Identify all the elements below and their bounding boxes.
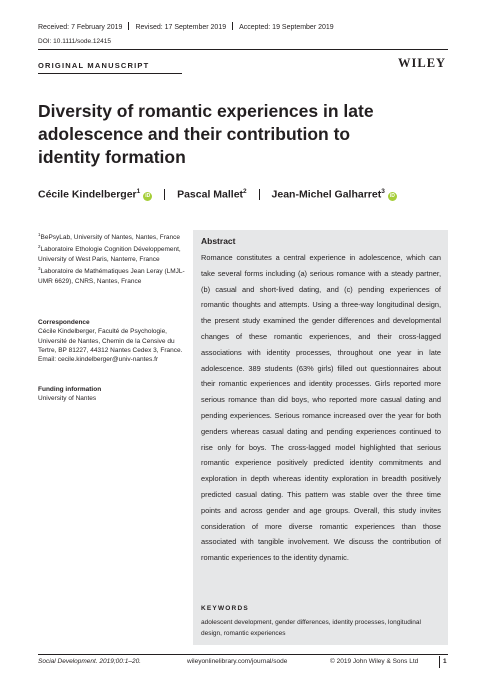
orcid-icon[interactable]: iD bbox=[145, 192, 151, 199]
author-name: Pascal Mallet bbox=[177, 188, 244, 201]
orcid-icon[interactable]: iD bbox=[389, 192, 395, 199]
header-rule bbox=[38, 49, 448, 50]
keywords-heading: KEYWORDS bbox=[201, 605, 249, 612]
affiliation: $^3$Laboratoire de Mathématiques Jean Leray (LMJL-UMR 6629), CNRS, Nantes, France bbox=[38, 266, 185, 285]
author-affiliation-mark: 3 bbox=[381, 188, 385, 195]
keywords-text: adolescent development, gender differences, identity processes, longitudinal design, romantic experiences bbox=[201, 619, 421, 637]
author-separator bbox=[259, 189, 260, 200]
funding-text: University of Nantes bbox=[38, 395, 97, 403]
author-separator bbox=[164, 189, 165, 200]
author-name: Cécile Kindelberger bbox=[38, 188, 137, 201]
doi[interactable]: DOI: 10.1111/sode.12415 bbox=[38, 38, 111, 45]
footer-rule bbox=[38, 654, 448, 655]
correspondence-address: Cécile Kindelberger, Faculté de Psychologie, Université de Nantes, Chemin de la Censive du Tertre, BP 81227, 44312 Nantes Cedex 3, France. bbox=[38, 328, 183, 354]
journal-citation: Social Development. 2019;00:1–20. bbox=[38, 658, 141, 665]
article-title: Diversity of romantic experiences in late adolescence and their contribution to identity formation bbox=[38, 101, 374, 167]
received-date: Received: 7 February 2019 bbox=[38, 24, 123, 31]
funding bbox=[38, 385, 188, 404]
affiliation: $^1$BePsyLab, University of Nantes, Nantes, France bbox=[38, 232, 180, 242]
date-separator bbox=[232, 22, 233, 30]
publication-dates bbox=[38, 22, 334, 31]
correspondence bbox=[38, 318, 188, 364]
affiliations bbox=[38, 230, 188, 286]
publisher-logo: WILEY bbox=[398, 56, 447, 70]
footer-separator bbox=[439, 656, 440, 668]
abstract-heading: Abstract bbox=[201, 236, 236, 246]
correspondence-heading: Correspondence bbox=[38, 319, 90, 326]
accepted-date: Accepted: 19 September 2019 bbox=[239, 24, 334, 31]
section-label: ORIGINAL MANUSCRIPT bbox=[38, 61, 150, 70]
page-number: 1 bbox=[443, 658, 447, 665]
affiliation: $^2$Laboratoire Ethologie Cognition Développement, University of West Paris, Nanterre, France bbox=[38, 244, 181, 263]
author-list bbox=[38, 188, 397, 201]
copyright: © 2019 John Wiley & Sons Ltd bbox=[330, 658, 419, 665]
journal-url[interactable]: wileyonlinelibrary.com/journal/sode bbox=[187, 658, 288, 665]
author-affiliation-mark: 1 bbox=[136, 188, 141, 195]
revised-date: Revised: 17 September 2019 bbox=[135, 24, 227, 31]
section-underline bbox=[38, 73, 182, 74]
correspondence-email[interactable]: Email: cecile.kindelberger@univ-nantes.fr bbox=[38, 356, 159, 364]
author-name: Jean-Michel Galharret bbox=[271, 188, 382, 201]
funding-heading: Funding information bbox=[38, 386, 102, 393]
author-affiliation-mark: 2 bbox=[243, 188, 247, 195]
abstract-text: Romance constitutes a central experience in adolescence, which can take several forms including (a) serious romance with a steady partner, (b) casual and short-lived dating, and (c) pending experiences of romantic thoughts and attempts. Using a three-way longitudinal design, the present study examined the gender differences and developmental changes of these romantic experiences, and their cross-lagged associations with identity processes, throughout one year in late adolescence. 389 students (63% girls) filled out questionnaires about their romantic experiences and identity processes. Girls reported more serious romance than did boys, who reported more casual dating and pending experiences. Serious romance increased over the year for both genders whereas casual dating and pending experiences continued to rise only for boys. The cross-lagged model highlighted that serious romantic experience positively predicted identity commitments and exploration in depth whereas identity exploration in breadth positively predicted casual dating. This pattern was stable over the three time points and across gender and age groups. Overall, this study invites consideration of more diverse romantic experiences than those associated with tangible involvement. We discuss the contribution of romantic experiences to the identity dynamic. bbox=[201, 253, 441, 563]
date-separator bbox=[128, 22, 129, 30]
